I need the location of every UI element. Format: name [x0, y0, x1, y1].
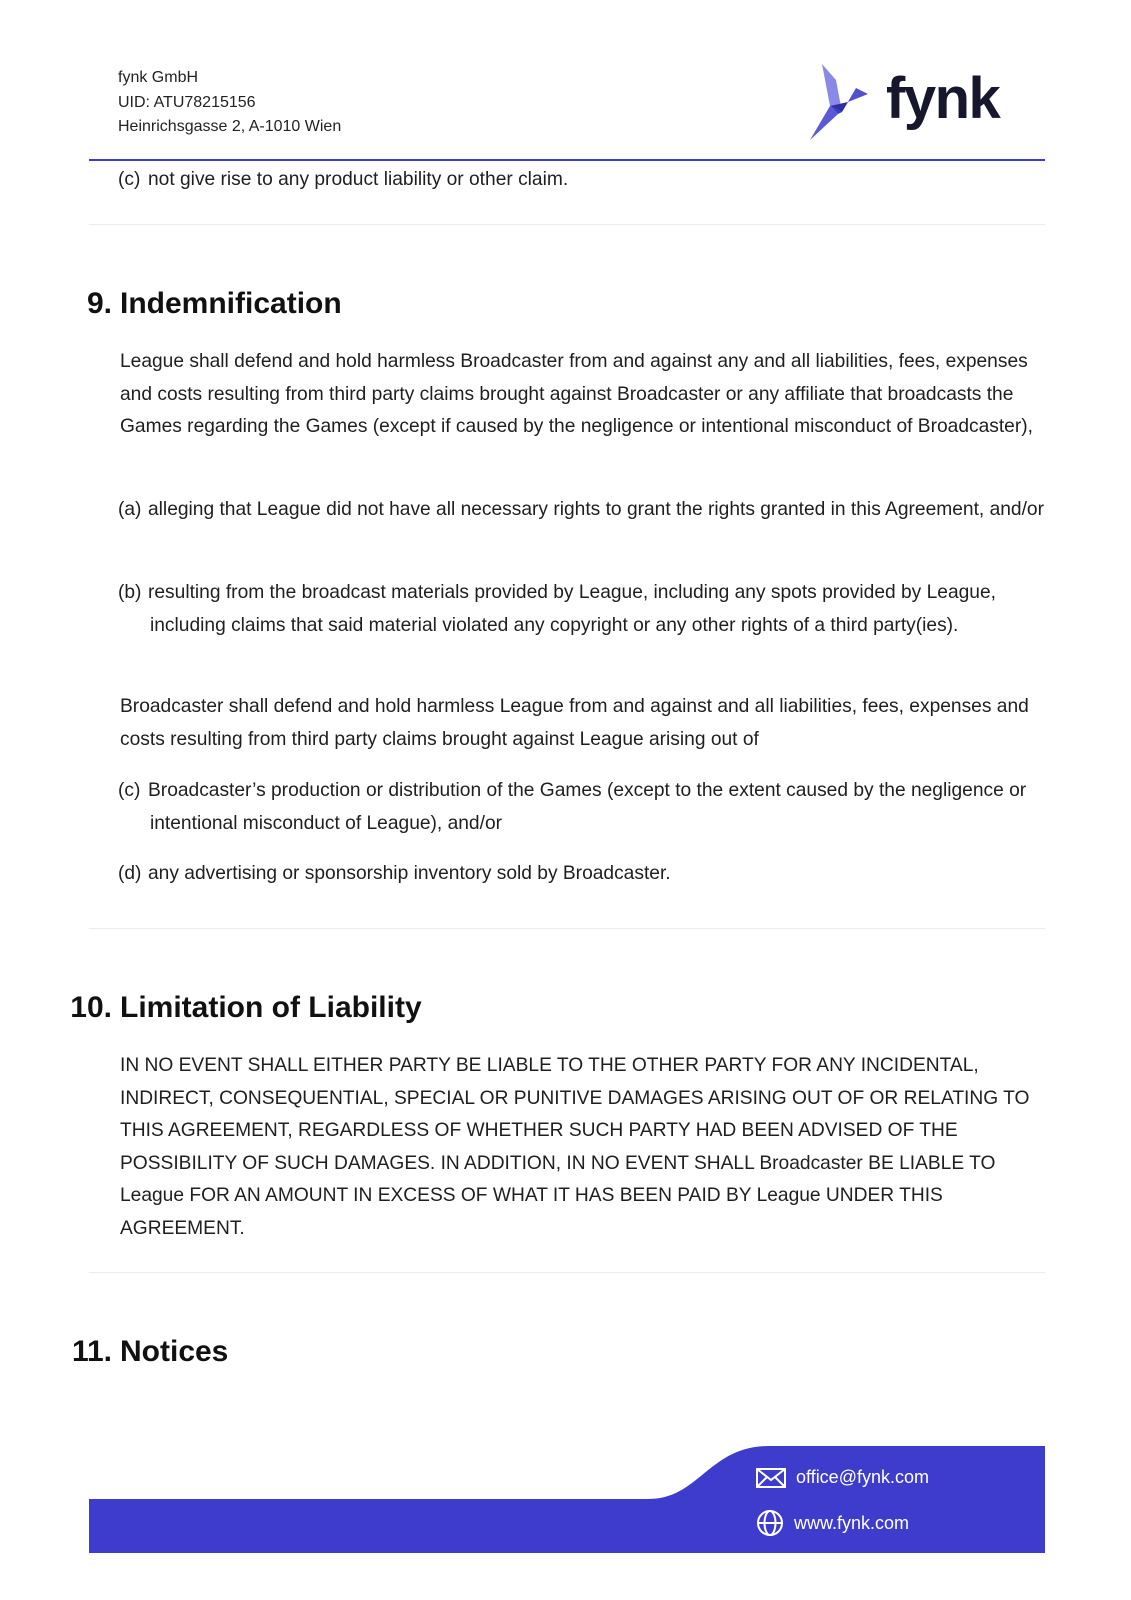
- section-divider: [89, 224, 1045, 225]
- list-item: [118, 775, 1050, 840]
- footer-bar: [89, 1446, 1045, 1553]
- list-item: [118, 164, 1050, 197]
- envelope-icon: [756, 1468, 786, 1488]
- section-title: Limitation of Liability: [120, 991, 422, 1024]
- list-item: [118, 577, 1050, 642]
- company-info: [118, 66, 341, 140]
- list-item-text: alleging that League did not have all necessary rights to grant the rights granted in this Agreement, and/or: [148, 499, 1044, 520]
- list-item: [118, 858, 1050, 891]
- section-title: Notices: [120, 1335, 229, 1368]
- section-divider: [89, 1272, 1045, 1273]
- list-item-label: (c): [118, 169, 141, 190]
- globe-icon: [756, 1509, 784, 1537]
- list-item-text: resulting from the broadcast materials provided by League, including any spots provided by League, including claims that said material violated any copyright or any other rights of a third party(ies).: [148, 582, 996, 636]
- bird-logo-icon: [808, 62, 870, 142]
- list-item-text: Broadcaster’s production or distribution of the Games (except to the extent caused by the negligence or intentional misconduct of League), and/or: [148, 780, 1027, 834]
- section-number: 9.: [86, 287, 112, 320]
- company-uid: UID: ATU78215156: [118, 93, 256, 111]
- header-divider: [89, 159, 1045, 161]
- paragraph: League shall defend and hold harmless Broadcaster from and against any and all liabilities, fees, expenses and costs resulting from third party claims brought against Broadcaster or any affiliate that broadcasts the Games regarding the Games (except if caused by the negligence or intentional misconduct of Broadcaster),: [120, 351, 1033, 437]
- company-name: fynk GmbH: [118, 69, 199, 86]
- list-item-text: not give rise to any product liability or other claim.: [148, 169, 569, 190]
- list-item: [118, 494, 1050, 527]
- list-item-label: (c): [118, 780, 141, 801]
- fynk-logo: [808, 62, 1008, 142]
- list-item-text: any advertising or sponsorship inventory sold by Broadcaster.: [148, 863, 671, 884]
- section-number: 11.: [71, 1335, 112, 1368]
- paragraph: IN NO EVENT SHALL EITHER PARTY BE LIABLE TO THE OTHER PARTY FOR ANY INCIDENTAL, INDIRECT, CONSEQUENTIAL, SPECIAL OR PUNITIVE DAMAGES ARISING OUT OF OR RELATING TO THIS AGREEMENT, REGARDLESS OF WHETHER SUCH PARTY HAD BEEN ADVISED OF THE POSSIBILITY OF SUCH DAMAGES. IN ADDITION, IN NO EVENT SHALL Broadcaster BE LIABLE TO League FOR AN AMOUNT IN EXCESS OF WHAT IT HAS BEEN PAID BY League UNDER THIS AGREEMENT.: [120, 1055, 1030, 1239]
- logo-wordmark: fynk: [886, 66, 1000, 131]
- section-number: 10.: [70, 991, 112, 1024]
- section-divider: [89, 928, 1045, 929]
- footer-website-link[interactable]: www.fynk.com: [794, 1513, 910, 1533]
- section-title: Indemnification: [120, 287, 342, 320]
- company-address: Heinrichsgasse 2, A-1010 Wien: [118, 118, 342, 135]
- list-item-label: (b): [118, 582, 142, 603]
- paragraph: Broadcaster shall defend and hold harmless League from and against and all liabilities, fees, expenses and costs resulting from third party claims brought against League arising out of: [120, 696, 1029, 750]
- footer-email-link[interactable]: office@fynk.com: [796, 1467, 929, 1487]
- list-item-label: (a): [118, 499, 142, 520]
- list-item-label: (d): [118, 863, 142, 884]
